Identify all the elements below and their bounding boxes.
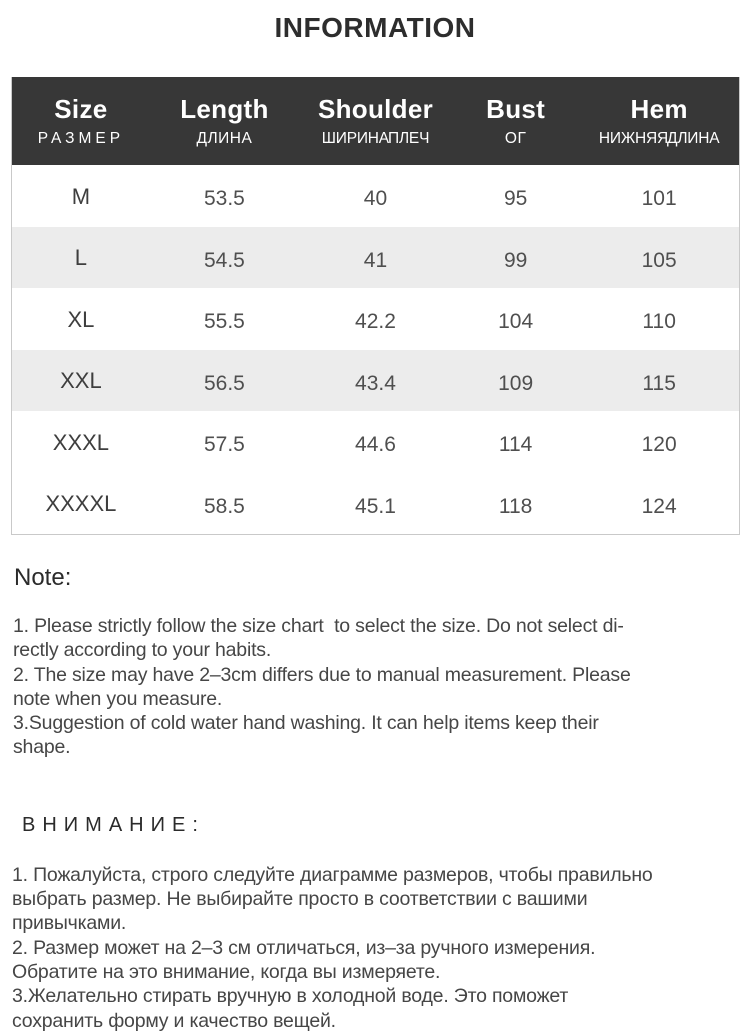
size-chart-table (11, 77, 740, 535)
column-label-ru: ДЛИНА (196, 130, 253, 147)
column-label-ru: ШИРИНА ПЛЕЧ (321, 130, 430, 147)
column-header-size (12, 77, 150, 165)
column-label-en: Length (180, 94, 269, 124)
note-line: Обратите на это внимание, когда вы измеряете. (12, 960, 441, 983)
bust-cell: 114 (498, 433, 533, 457)
header-row (12, 77, 740, 165)
hem-cell: 105 (641, 248, 677, 272)
size-chart-body (12, 165, 740, 535)
table-row-l (12, 227, 740, 289)
note-body-en (13, 614, 750, 760)
size-cell: XXXL (52, 429, 110, 455)
note-line: 1. Please strictly follow the size chart to select the size. Do not select di- (13, 615, 624, 637)
page-title: INFORMATION (274, 12, 476, 43)
column-label-ru: ОГ (504, 130, 527, 147)
bust-cell: 99 (503, 248, 528, 272)
note-line: rectly according to your habits. (13, 639, 272, 662)
shoulder-cell: 44.6 (355, 433, 396, 457)
note-line: 2. The size may have 2–3cm differs due to manual measurement. Please (13, 663, 631, 686)
table-row-xl (12, 288, 740, 350)
column-header-length (150, 77, 299, 165)
bust-cell: 109 (498, 371, 534, 395)
table-row-xxl (12, 350, 740, 412)
bust-cell: 95 (503, 187, 528, 211)
note-line: 3.Suggestion of cold water hand washing. It can help items keep their (13, 712, 599, 735)
note-heading-en: Note: (14, 564, 72, 591)
note-line: выбрать размер. Не выбирайте просто в соответствии с вашими (12, 888, 588, 911)
note-line: привычками. (12, 912, 127, 935)
column-header-shoulder (299, 77, 452, 165)
shoulder-cell: 41 (363, 248, 388, 272)
hem-cell: 110 (642, 310, 676, 334)
note-line: shape. (13, 736, 71, 759)
size-info-page (0, 12, 750, 1032)
table-row-m (12, 165, 740, 227)
column-label-ru: РАЗМЕР (37, 130, 125, 147)
length-cell: 56.5 (203, 371, 245, 395)
length-cell: 57.5 (203, 433, 245, 457)
length-cell: 53.5 (203, 187, 245, 211)
bust-cell: 118 (498, 494, 533, 518)
size-cell: XXXXL (45, 491, 117, 517)
length-cell: 58.5 (203, 494, 245, 518)
note-line: 1. Пожалуйста, строго следуйте диаграмме размеров, чтобы правильно (12, 863, 653, 886)
hem-cell: 101 (641, 187, 677, 211)
hem-cell: 120 (641, 433, 677, 457)
size-chart-header (12, 77, 740, 165)
shoulder-cell: 42.2 (355, 310, 396, 334)
column-label-en: Bust (486, 94, 546, 124)
hem-cell: 115 (642, 371, 676, 395)
column-label-ru: НИЖНЯЯ ДЛИНА (598, 130, 720, 147)
column-header-hem (579, 77, 739, 165)
note-line: note when you measure. (13, 687, 223, 710)
size-cell: M (71, 183, 91, 209)
bust-cell: 104 (498, 310, 534, 334)
shoulder-cell: 45.1 (355, 494, 396, 518)
shoulder-cell: 43.4 (355, 371, 396, 395)
hem-cell: 124 (641, 494, 677, 518)
column-header-bust (452, 77, 579, 165)
note-line: 2. Размер может на 2–3 см отличаться, из–за ручного измерения. (12, 936, 596, 959)
shoulder-cell: 40 (363, 187, 388, 211)
note-line: сохранить форму и качество вещей. (12, 1009, 336, 1032)
column-label-en: Shoulder (317, 94, 434, 124)
size-cell: XXL (60, 368, 102, 394)
table-row-xxxl (12, 411, 740, 473)
length-cell: 55.5 (203, 310, 245, 334)
column-label-en: Size (54, 94, 108, 124)
column-label-en: Hem (630, 94, 688, 124)
note-heading-ru: ВНИМАНИЕ: (22, 813, 205, 836)
note-line: 3.Желательно стирать вручную в холодной воде. Это поможет (12, 985, 569, 1008)
note-body-ru (12, 863, 750, 1033)
size-cell: XL (67, 306, 95, 332)
length-cell: 54.5 (203, 248, 245, 272)
table-row-xxxxl (12, 473, 740, 535)
size-cell: L (74, 245, 88, 271)
